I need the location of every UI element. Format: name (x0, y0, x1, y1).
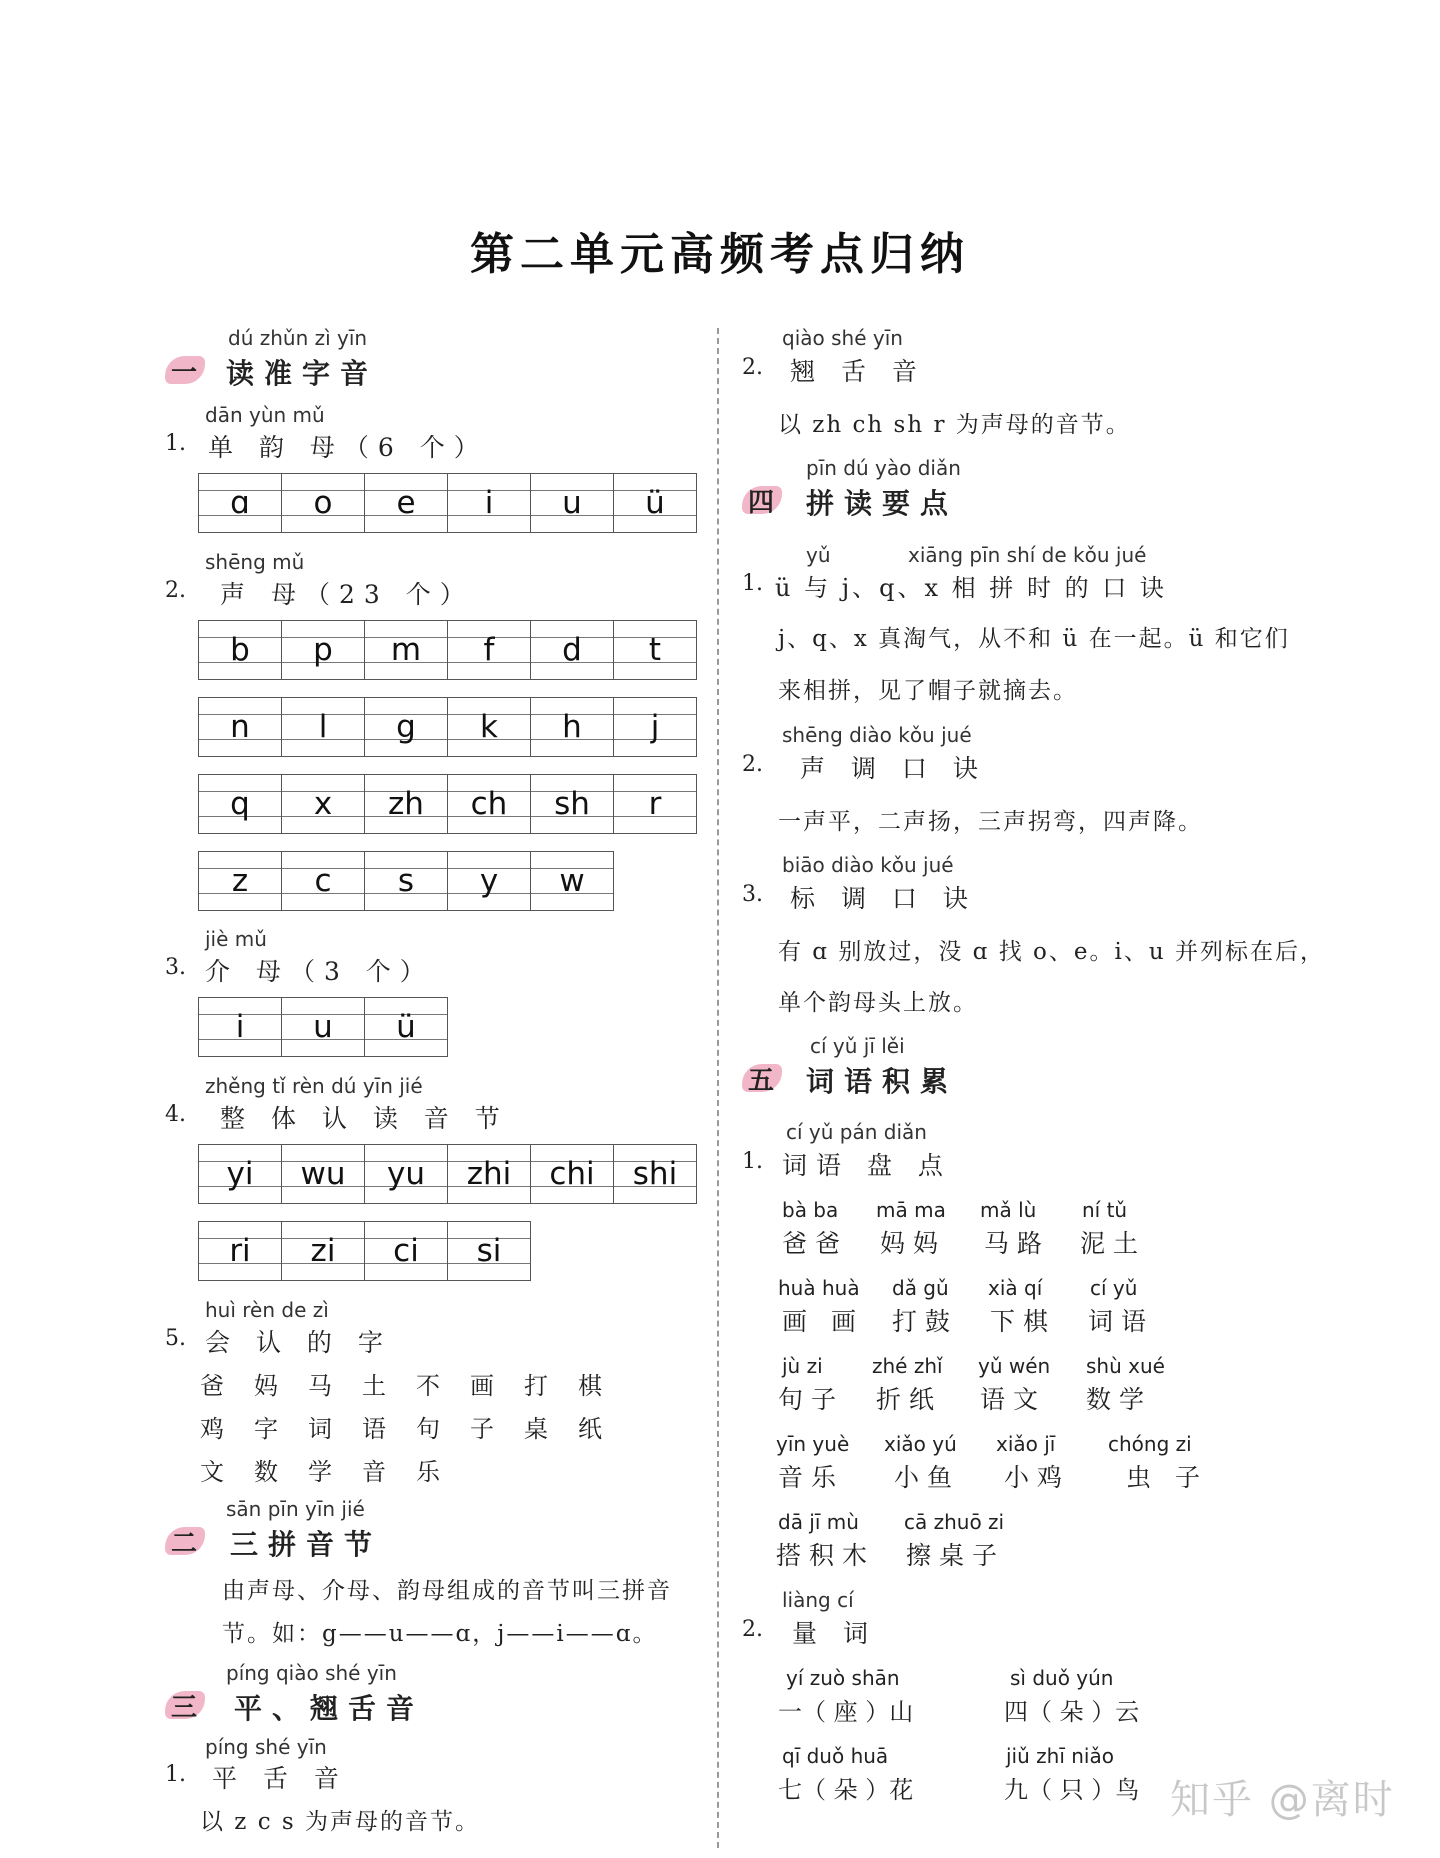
word-pinyin: zhé zhǐ (872, 1354, 943, 1378)
section-2-number: 二 (171, 1529, 198, 1559)
word-pinyin: cí yǔ (1090, 1276, 1138, 1300)
rule-3-label: 标 调 口 诀 (790, 884, 977, 913)
grid-cell: shi (614, 1145, 696, 1203)
grid-cell: h (531, 698, 614, 756)
word-pinyin: mā ma (876, 1198, 946, 1222)
char: 马 (308, 1372, 332, 1400)
rule-3-text-line-2: 单个韵母头上放。 (778, 990, 978, 1016)
word-pinyin: mǎ lù (980, 1198, 1037, 1222)
word: 句子 (778, 1385, 845, 1414)
grid-cell: j (614, 698, 696, 756)
grid-cell: ɑ (199, 474, 282, 532)
rule-2-number: 2. (742, 752, 763, 777)
grid-cell: q (199, 775, 282, 833)
rule-2-label: 声 调 口 诀 (800, 754, 987, 783)
char: 音 (362, 1458, 386, 1486)
rule-3-number: 3. (742, 882, 763, 907)
char: 子 (470, 1415, 494, 1443)
grid-cell: u (282, 998, 365, 1056)
word: 词语 (1088, 1307, 1155, 1336)
word-pinyin: shù xué (1086, 1354, 1165, 1378)
grid-cell: d (531, 621, 614, 679)
char: 句 (416, 1415, 440, 1443)
section-3-number: 三 (171, 1693, 198, 1723)
item-4-label: 整 体 认 读 音 节 (220, 1104, 509, 1133)
flat-tongue-number: 1. (165, 1762, 186, 1787)
grid-cell: o (282, 474, 365, 532)
grid-cell: wu (282, 1145, 365, 1203)
grid-cell: n (199, 698, 282, 756)
item-1-label: 单 韵 母（6 个） (208, 433, 488, 462)
word-pinyin: bà ba (782, 1198, 839, 1222)
grid-cell: g (365, 698, 448, 756)
column-divider (717, 328, 719, 1848)
char: 语 (362, 1415, 386, 1443)
rule-3-text-line-1: 有 ɑ 别放过，没 ɑ 找 o、e。i、u 并列标在后， (778, 939, 1325, 965)
word-pinyin: dā jī mù (778, 1510, 859, 1534)
char: 词 (308, 1415, 332, 1443)
grid-cell: r (614, 775, 696, 833)
retroflex-number: 2. (742, 355, 763, 380)
char: 打 (524, 1372, 548, 1400)
section-1-number: 一 (171, 358, 198, 388)
rule-1-text-line-2: 来相拼，见了帽子就摘去。 (778, 678, 1078, 704)
word-pinyin: yǔ wén (978, 1354, 1051, 1378)
word: 打鼓 (892, 1307, 959, 1336)
item-1-number: 1. (165, 431, 186, 456)
word: 泥土 (1080, 1229, 1147, 1258)
retroflex-pinyin: qiào shé yīn (782, 326, 903, 350)
grid-cell: ü (614, 474, 696, 532)
section-2-title: 三拼音节 (230, 1528, 383, 1561)
word: 虫 子 (1126, 1463, 1208, 1492)
grid-cell: z (199, 852, 282, 910)
retroflex-desc: 以 zh ch sh r 为声母的音节。 (778, 412, 1131, 438)
section-3-pinyin: píng qiào shé yīn (226, 1661, 397, 1685)
recognize-chars-row-1 (200, 1366, 632, 1401)
word: 语文 (980, 1385, 1047, 1414)
watermark: 知乎 @离时 (1170, 1777, 1395, 1823)
char: 乐 (416, 1458, 440, 1486)
measure-pinyin: qī duǒ huā (782, 1744, 889, 1768)
section-2-text-line-2: 节。如：g——u——ɑ，j——i——ɑ。 (222, 1621, 658, 1647)
section-1-title: 读准字音 (226, 357, 379, 390)
recognize-chars-row-3 (200, 1452, 470, 1487)
grid-cell: zh (365, 775, 448, 833)
item-5-label: 会 认 的 字 (205, 1328, 392, 1357)
medials-grid (198, 997, 448, 1057)
grid-cell: c (282, 852, 365, 910)
word-pinyin: huà huà (778, 1276, 860, 1300)
section-5-title: 词语积累 (806, 1065, 959, 1098)
flat-tongue-pinyin: píng shé yīn (205, 1735, 327, 1759)
char: 桌 (524, 1415, 548, 1443)
char: 爸 (200, 1372, 224, 1400)
word: 数学 (1086, 1385, 1153, 1414)
char: 鸡 (200, 1415, 224, 1443)
item-3-label: 介 母（3 个） (205, 957, 434, 986)
word: 爸爸 (782, 1229, 849, 1258)
grid-cell: yu (365, 1145, 448, 1203)
word: 马路 (984, 1229, 1051, 1258)
item-5-pinyin: huì rèn de zì (205, 1298, 329, 1322)
char: 画 (470, 1372, 494, 1400)
rule-1-pinyin-a: yǔ (806, 543, 831, 567)
measure-phrase: 四（ 朵 ）云 (1004, 1698, 1140, 1726)
grid-cell: yi (199, 1145, 282, 1203)
section-4-title: 拼读要点 (806, 487, 959, 520)
section-4-number: 四 (748, 488, 775, 518)
measure-words-label: 量 词 (792, 1619, 877, 1648)
grid-cell: s (365, 852, 448, 910)
grid-cell: sh (531, 775, 614, 833)
recognize-chars-row-2 (200, 1409, 632, 1444)
char: 棋 (578, 1372, 602, 1400)
measure-pinyin: jiǔ zhī niǎo (1006, 1744, 1114, 1768)
item-3-pinyin: jiè mǔ (205, 927, 267, 951)
char: 土 (362, 1372, 386, 1400)
section-4-pinyin: pīn dú yào diǎn (806, 456, 961, 480)
initials-grid-row-4 (198, 851, 614, 911)
initials-grid-row-3 (198, 774, 697, 834)
measure-pinyin: sì duǒ yún (1010, 1666, 1114, 1690)
word: 小鸡 (1004, 1463, 1071, 1492)
grid-cell: chi (531, 1145, 614, 1203)
word-pinyin: yīn yuè (776, 1432, 850, 1456)
measure-words-pinyin: liàng cí (782, 1588, 854, 1612)
word: 折纸 (876, 1385, 943, 1414)
section-5-number: 五 (748, 1066, 775, 1096)
grid-cell: i (199, 998, 282, 1056)
measure-phrase: 一（ 座 ）山 (778, 1698, 914, 1726)
section-3-title: 平、翘舌音 (234, 1692, 425, 1725)
vocab-pinyin: cí yǔ pán diǎn (786, 1120, 927, 1144)
measure-phrase: 七（ 朵 ）花 (778, 1776, 914, 1804)
word: 音乐 (778, 1463, 845, 1492)
word: 小鱼 (894, 1463, 961, 1492)
rule-3-pinyin: biāo diào kǒu jué (782, 853, 954, 877)
grid-cell: x (282, 775, 365, 833)
retroflex-label: 翘 舌 音 (790, 357, 926, 386)
grid-cell: si (448, 1222, 530, 1280)
grid-cell: y (448, 852, 531, 910)
char: 纸 (578, 1415, 602, 1443)
rule-1-number: 1. (742, 571, 763, 596)
whole-syllables-grid-row-1 (198, 1144, 697, 1204)
flat-tongue-desc: 以 z c s 为声母的音节。 (200, 1809, 481, 1835)
grid-cell: w (531, 852, 613, 910)
rule-1-pinyin-b: xiāng pīn shí de kǒu jué (908, 543, 1147, 567)
measure-words-number: 2. (742, 1617, 763, 1642)
grid-cell: b (199, 621, 282, 679)
item-5-number: 5. (165, 1326, 186, 1351)
grid-cell: ri (199, 1222, 282, 1280)
rule-1-text-line-1: j、q、x 真淘气，从不和 ü 在一起。ü 和它们 (778, 626, 1290, 652)
word: 擦桌子 (906, 1541, 1006, 1570)
section-1-pinyin: dú zhǔn zì yīn (228, 326, 368, 350)
grid-cell: k (448, 698, 531, 756)
char: 学 (308, 1458, 332, 1486)
vocab-number: 1. (742, 1149, 763, 1174)
grid-cell: zhi (448, 1145, 531, 1203)
grid-cell: ci (365, 1222, 448, 1280)
item-2-label: 声 母（23 个） (220, 580, 474, 609)
word: 妈妈 (880, 1229, 947, 1258)
grid-cell: f (448, 621, 531, 679)
initials-grid-row-1 (198, 620, 697, 680)
item-2-number: 2. (165, 578, 186, 603)
grid-cell: t (614, 621, 696, 679)
char: 不 (416, 1372, 440, 1400)
flat-tongue-label: 平 舌 音 (212, 1764, 348, 1793)
section-2-text-line-1: 由声母、介母、韵母组成的音节叫三拼音 (222, 1578, 672, 1604)
single-finals-grid (198, 473, 697, 533)
word-pinyin: jù zi (782, 1354, 823, 1378)
word-pinyin: chóng zi (1108, 1432, 1192, 1456)
grid-cell: p (282, 621, 365, 679)
char: 文 (200, 1458, 224, 1486)
rule-2-text: 一声平，二声扬，三声拐弯，四声降。 (778, 809, 1203, 835)
char: 字 (254, 1415, 278, 1443)
measure-phrase: 九（ 只 ）鸟 (1004, 1776, 1140, 1804)
grid-cell: l (282, 698, 365, 756)
grid-cell: m (365, 621, 448, 679)
item-1-pinyin: dān yùn mǔ (205, 403, 325, 427)
char: 妈 (254, 1372, 278, 1400)
word-pinyin: xiǎo jī (996, 1432, 1056, 1456)
item-2-pinyin: shēng mǔ (205, 550, 305, 574)
grid-cell: zi (282, 1222, 365, 1280)
vocab-label: 词语 盘 点 (782, 1151, 952, 1180)
word-pinyin: ní tǔ (1082, 1198, 1128, 1222)
measure-pinyin: yí zuò shān (786, 1666, 900, 1690)
section-2-pinyin: sān pīn yīn jié (226, 1497, 365, 1521)
rule-1-label: ü 与 j、q、x 相 拼 时 的 口 诀 (775, 574, 1167, 602)
word: 画 画 (782, 1307, 864, 1336)
grid-cell: u (531, 474, 614, 532)
whole-syllables-grid-row-2 (198, 1221, 531, 1281)
grid-cell: ch (448, 775, 531, 833)
item-3-number: 3. (165, 955, 186, 980)
item-4-pinyin: zhěng tǐ rèn dú yīn jié (205, 1074, 423, 1098)
char: 数 (254, 1458, 278, 1486)
grid-cell: e (365, 474, 448, 532)
word-pinyin: xià qí (988, 1276, 1043, 1300)
page-title: 第二单元高频考点归纳 (470, 229, 970, 280)
section-5-pinyin: cí yǔ jī lěi (810, 1034, 905, 1058)
word-pinyin: dǎ gǔ (892, 1276, 949, 1300)
rule-2-pinyin: shēng diào kǒu jué (782, 723, 972, 747)
grid-cell: ü (365, 998, 447, 1056)
word: 下棋 (990, 1307, 1057, 1336)
word-pinyin: cā zhuō zi (904, 1510, 1005, 1534)
item-4-number: 4. (165, 1102, 186, 1127)
grid-cell: i (448, 474, 531, 532)
initials-grid-row-2 (198, 697, 697, 757)
word-pinyin: xiǎo yú (884, 1432, 957, 1456)
word: 搭积木 (776, 1541, 876, 1570)
